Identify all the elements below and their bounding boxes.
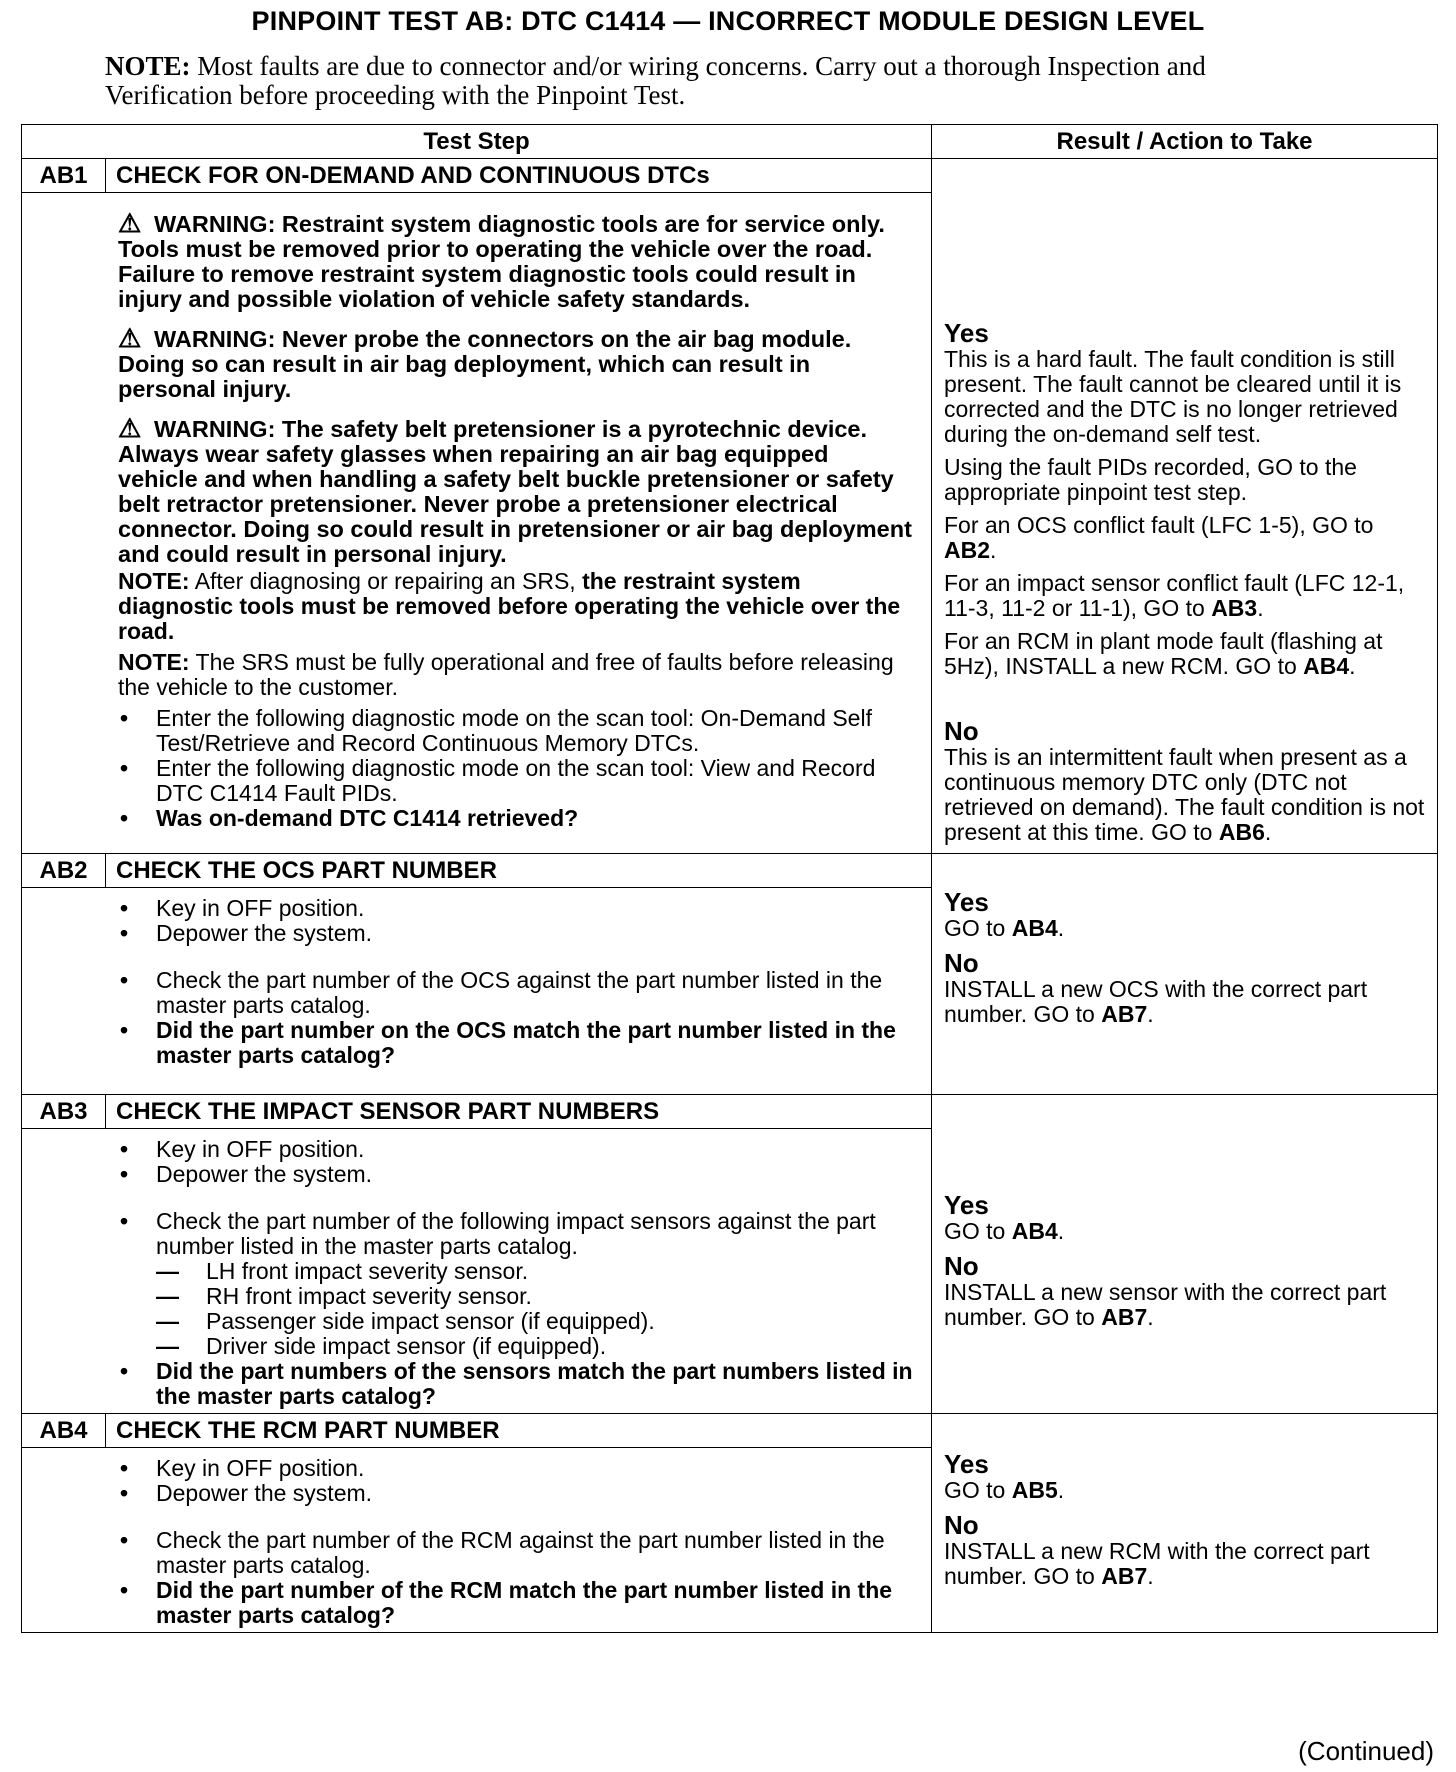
result-no-label: No xyxy=(944,716,979,746)
result-yes-text: GO to AB5. xyxy=(944,1476,1065,1503)
result-no-text-body: INSTALL a new RCM with the correct part number. GO to xyxy=(944,1537,1370,1589)
list-item: • Check the part number of the RCM against the part number listed in the master parts catalog. xyxy=(118,1528,913,1578)
note-1-label: NOTE: xyxy=(118,568,190,594)
warning-triangle-icon: ⚠ xyxy=(118,413,142,443)
step-link-ab6[interactable]: AB6 xyxy=(1218,819,1265,845)
result-yes-label: Yes xyxy=(944,887,989,917)
step-id: AB1 xyxy=(22,159,106,193)
step-question: • Did the part number of the RCM match the part number listed in the master parts catalog? xyxy=(118,1578,913,1628)
list-item: • Check the part number of the OCS against the part number listed in the master parts catalog. xyxy=(118,968,913,1018)
list-item: • Key in OFF position. xyxy=(118,1137,913,1162)
sensor-list xyxy=(118,1259,913,1359)
result-yes-p3: For an OCS conflict fault (LFC 1-5), GO to AB2. xyxy=(944,512,1374,563)
step-result-ab1 xyxy=(932,159,1438,854)
continued-label: (Continued) xyxy=(1298,1736,1434,1766)
list-item: • Key in OFF position. xyxy=(118,1456,913,1481)
step-heading: CHECK THE RCM PART NUMBER xyxy=(106,1414,932,1448)
step-id: AB3 xyxy=(22,1095,106,1129)
step-link-ab5[interactable]: AB5 xyxy=(1011,1476,1058,1503)
step-heading: CHECK FOR ON-DEMAND AND CONTINUOUS DTCs xyxy=(106,159,932,193)
list-item-text: Check the part number of the following impact sensors against the part number listed in the master parts catalog. xyxy=(156,1208,876,1259)
intro-note xyxy=(105,52,1265,110)
result-no-text-body: This is an intermittent fault when present as a continuous memory DTC only (DTC not retrieved on demand). The fault condition is not present at this time. GO to xyxy=(944,744,1425,845)
result-yes-text: GO to AB4. xyxy=(944,915,1065,941)
step-link-ab4[interactable]: AB4 xyxy=(1303,653,1350,679)
list-item: — Passenger side impact sensor (if equipped). xyxy=(156,1309,913,1334)
list-item: • Enter the following diagnostic mode on the scan tool: On-Demand Self Test/Retrieve and Record Continuous Memory DTCs. xyxy=(118,706,913,756)
step-row-ab2-heading xyxy=(22,854,1438,888)
result-yes-p2: Using the fault PIDs recorded, GO to the appropriate pinpoint test step. xyxy=(944,454,1357,505)
list-item: • Enter the following diagnostic mode on the scan tool: View and Record DTC C1414 Fault PIDs. xyxy=(118,756,913,806)
result-yes-p4-text: For an impact sensor conflict fault (LFC 12-1, 11-3, 11-2 or 11-1), GO to xyxy=(944,570,1405,621)
result-yes-label: Yes xyxy=(944,1189,989,1220)
list-item: — LH front impact severity sensor. xyxy=(156,1259,913,1284)
page-title: PINPOINT TEST AB: DTC C1414 — INCORRECT MODULE DESIGN LEVEL xyxy=(251,6,1205,36)
step-body-ab4 xyxy=(22,1448,932,1633)
step-result-ab2 xyxy=(932,854,1438,1095)
step-heading: CHECK THE OCS PART NUMBER xyxy=(106,854,932,888)
column-header-test-step: Test Step xyxy=(22,125,932,159)
table-header-row xyxy=(22,125,1438,159)
warning-2 xyxy=(118,323,913,402)
result-yes-label: Yes xyxy=(944,1448,989,1479)
step-link-ab7[interactable]: AB7 xyxy=(1101,1562,1148,1589)
result-no-text: INSTALL a new sensor with the correct part number. GO to AB7. xyxy=(944,1278,1387,1330)
step-link-ab4[interactable]: AB4 xyxy=(1011,1217,1058,1244)
step-id: AB4 xyxy=(22,1414,106,1448)
note-1-bold: the restraint system diagnostic tools must be removed before operating the vehicle over the road. xyxy=(118,568,901,644)
warning-1 xyxy=(118,208,913,312)
step-result-ab4 xyxy=(932,1414,1438,1633)
step-id: AB2 xyxy=(22,854,106,888)
result-yes-text: GO to AB4. xyxy=(944,1217,1065,1244)
step-question: • Did the part number on the OCS match the part number listed in the master parts catalog? xyxy=(118,1018,913,1068)
step-bullets xyxy=(118,896,913,1068)
step-link-ab3[interactable]: AB3 xyxy=(1211,595,1258,621)
result-yes-text: This is a hard fault. The fault condition is still present. The fault cannot be cleared until it is corrected and the DTC is no longer retrieved during the on-demand self test. xyxy=(944,346,1402,447)
result-no-label: No xyxy=(944,1509,979,1540)
step-body-ab2 xyxy=(22,888,932,1095)
note-label: NOTE: xyxy=(105,51,191,81)
result-no-text: INSTALL a new RCM with the correct part number. GO to AB7. xyxy=(944,1537,1370,1589)
step-row-ab4-heading xyxy=(22,1414,1438,1448)
warning-3-text: WARNING: The safety belt pretensioner is a pyrotechnic device. Always wear safety glasses when repairing an air bag equipped vehicle and when handling a safety belt buckle pretensioner or safety belt retractor pretensioner. Never probe a pretensioner electrical connector. Doing so could result in pretensioner or air bag deployment and could result in personal injury. xyxy=(118,416,912,567)
result-yes-p3-text: For an OCS conflict fault (LFC 1-5), GO to xyxy=(944,512,1374,538)
warning-triangle-icon: ⚠ xyxy=(118,323,142,353)
list-item xyxy=(118,1209,913,1359)
result-yes-text-body: GO to xyxy=(944,915,1006,941)
result-yes-label: Yes xyxy=(944,318,989,348)
note-1 xyxy=(118,569,913,644)
result-yes-p5: For an RCM in plant mode fault (flashing at 5Hz), INSTALL a new RCM. GO to AB4. xyxy=(944,628,1383,679)
result-no-text-body: INSTALL a new OCS with the correct part number. GO to xyxy=(944,976,1368,1027)
step-bullets xyxy=(118,706,913,831)
list-item: • Depower the system. xyxy=(118,921,913,946)
note-2-label: NOTE: xyxy=(118,649,190,675)
list-item: • Depower the system. xyxy=(118,1162,913,1187)
step-result-ab3 xyxy=(932,1095,1438,1414)
result-no-text-body: INSTALL a new sensor with the correct part number. GO to xyxy=(944,1278,1387,1330)
result-no-label: No xyxy=(944,1250,979,1281)
step-link-ab7[interactable]: AB7 xyxy=(1101,1001,1148,1027)
result-yes-p4: For an impact sensor conflict fault (LFC 12-1, 11-3, 11-2 or 11-1), GO to AB3. xyxy=(944,570,1405,621)
pinpoint-test-table xyxy=(21,124,1438,1633)
note-2-text: The SRS must be fully operational and free of faults before releasing the vehicle to the customer. xyxy=(118,649,894,700)
step-link-ab7[interactable]: AB7 xyxy=(1101,1303,1148,1330)
step-link-ab4[interactable]: AB4 xyxy=(1011,915,1058,941)
note-2 xyxy=(118,650,913,700)
warning-1-text: WARNING: Restraint system diagnostic tools are for service only. Tools must be removed prior to operating the vehicle over the road. Failure to remove restraint system diagnostic tools could result in injury and possible violation of vehicle safety standards. xyxy=(118,211,885,312)
step-row-ab1-heading xyxy=(22,159,1438,193)
step-heading: CHECK THE IMPACT SENSOR PART NUMBERS xyxy=(106,1095,932,1129)
result-no-label: No xyxy=(944,948,979,978)
column-header-result: Result / Action to Take xyxy=(932,125,1438,159)
list-item: • Key in OFF position. xyxy=(118,896,913,921)
list-item: — RH front impact severity sensor. xyxy=(156,1284,913,1309)
step-question: • Did the part numbers of the sensors match the part numbers listed in the master parts catalog? xyxy=(118,1359,913,1409)
step-link-ab2[interactable]: AB2 xyxy=(944,537,991,563)
result-no-text: This is an intermittent fault when present as a continuous memory DTC only (DTC not retrieved on demand). The fault condition is not present at this time. GO to AB6. xyxy=(944,744,1425,845)
step-row-ab3-heading xyxy=(22,1095,1438,1129)
step-body-ab3 xyxy=(22,1129,932,1414)
step-question: • Was on-demand DTC C1414 retrieved? xyxy=(118,806,913,831)
step-bullets xyxy=(118,1137,913,1409)
step-bullets xyxy=(118,1456,913,1628)
result-no-text: INSTALL a new OCS with the correct part number. GO to AB7. xyxy=(944,976,1368,1027)
warning-3 xyxy=(118,413,913,567)
result-yes-text-body: GO to xyxy=(944,1217,1006,1244)
warning-2-text: WARNING: Never probe the connectors on the air bag module. Doing so can result in air bag deployment, which can result in personal injury. xyxy=(118,326,852,402)
list-item: — Driver side impact sensor (if equipped). xyxy=(156,1334,913,1359)
list-item: • Depower the system. xyxy=(118,1481,913,1506)
result-yes-p5-text: For an RCM in plant mode fault (flashing at 5Hz), INSTALL a new RCM. GO to xyxy=(944,628,1383,679)
step-body-ab1 xyxy=(22,193,932,854)
note-text: Most faults are due to connector and/or wiring concerns. Carry out a thorough Inspection and Verification before proceeding with the Pinpoint Test. xyxy=(105,51,1206,110)
note-1-text: After diagnosing or repairing an SRS, xyxy=(194,568,576,594)
warning-triangle-icon: ⚠ xyxy=(118,208,142,238)
result-yes-text-body: GO to xyxy=(944,1476,1006,1503)
